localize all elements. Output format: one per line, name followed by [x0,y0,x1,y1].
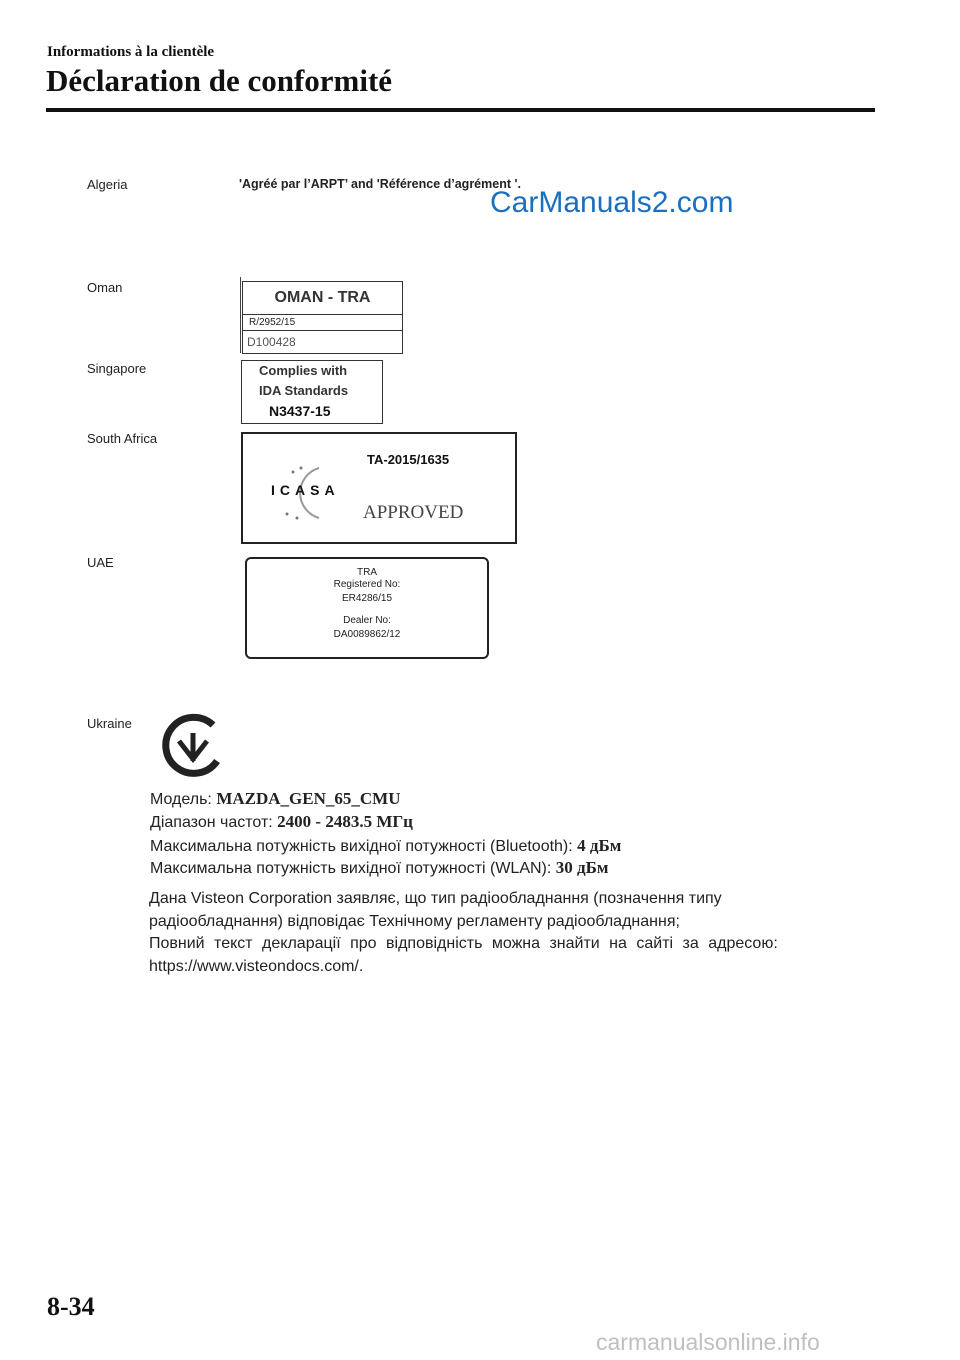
singapore-ida-label [241,360,383,424]
icasa-approved-text: APPROVED [363,502,464,523]
model-value: MAZDA_GEN_65_CMU [216,789,401,808]
ukraine-declaration-line-2: радіообладнання) відповідає Технічному регламенту радіообладнання; [149,913,680,930]
oman-dealer-number: D100428 [247,335,296,349]
ukraine-bt-power [150,836,621,856]
uae-line-2: Registered No: [333,579,401,590]
page-number: 8-34 [47,1292,95,1321]
uae-line-4: Dealer No: [343,615,391,626]
frequency-value: 2400 - 2483.5 МГц [277,812,413,831]
ukraine-declaration-line-1: Дана Visteon Corporation заявляє, що тип радіообладнання (позначення типу [149,890,722,907]
algeria-approval-text: 'Agréé par l’ARPT’ and 'Référence d’agrément '. [239,177,521,191]
oman-reg-number: R/2952/15 [243,315,402,331]
sg-line-3: N3437-15 [269,403,331,419]
country-label-singapore: Singapore [87,361,147,376]
watermark-text: CarManuals2.com [490,186,734,219]
icasa-number: TA-2015/1635 [367,452,450,467]
bt-power-value: 4 дБм [577,836,622,855]
page-title: Déclaration de conformité [46,63,393,98]
wlan-power-label: Максимальна потужність вихідної потужності (WLAN): [150,860,556,877]
bt-power-label: Максимальна потужність вихідної потужності (Bluetooth): [150,838,578,855]
model-label: Модель: [150,791,217,808]
uae-reg-number: ER4286/15 [341,593,393,604]
wlan-power-value: 30 дБм [555,858,609,877]
section-header: Informations à la clientèle [47,44,215,60]
ukraine-frequency [150,812,413,832]
sg-line-2: IDA Standards [259,383,349,398]
ukraine-model [150,789,400,809]
uae-dealer-number: DA0089862/12 [333,629,401,640]
country-label-south-africa: South Africa [87,431,158,446]
oman-box-edge [240,277,241,353]
oman-tra-title: OMAN - TRA [243,282,402,315]
country-label-ukraine: Ukraine [87,716,132,731]
frequency-label: Діапазон частот: [150,814,278,831]
icasa-approval-label [241,432,517,544]
ukraine-declaration-line-3: Повний текст декларації про відповідність можна знайти на сайті за адресою: [149,935,778,952]
title-divider [46,108,875,112]
uae-tra-label [245,557,489,659]
country-label-oman: Oman [87,280,123,295]
country-label-uae: UAE [87,555,114,570]
icasa-logo-text: ICASA [271,482,340,498]
oman-tra-label [242,281,403,354]
ukraine-wlan-power [150,858,608,878]
ukraine-declaration-url: https://www.visteondocs.com/. [149,958,364,975]
footer-watermark: carmanualsonline.info [596,1329,820,1355]
sg-line-1: Complies with [259,363,348,378]
country-label-algeria: Algeria [87,177,128,192]
ukraine-conformity-mark-icon [161,713,225,783]
uae-line-1: TRA [357,567,377,578]
